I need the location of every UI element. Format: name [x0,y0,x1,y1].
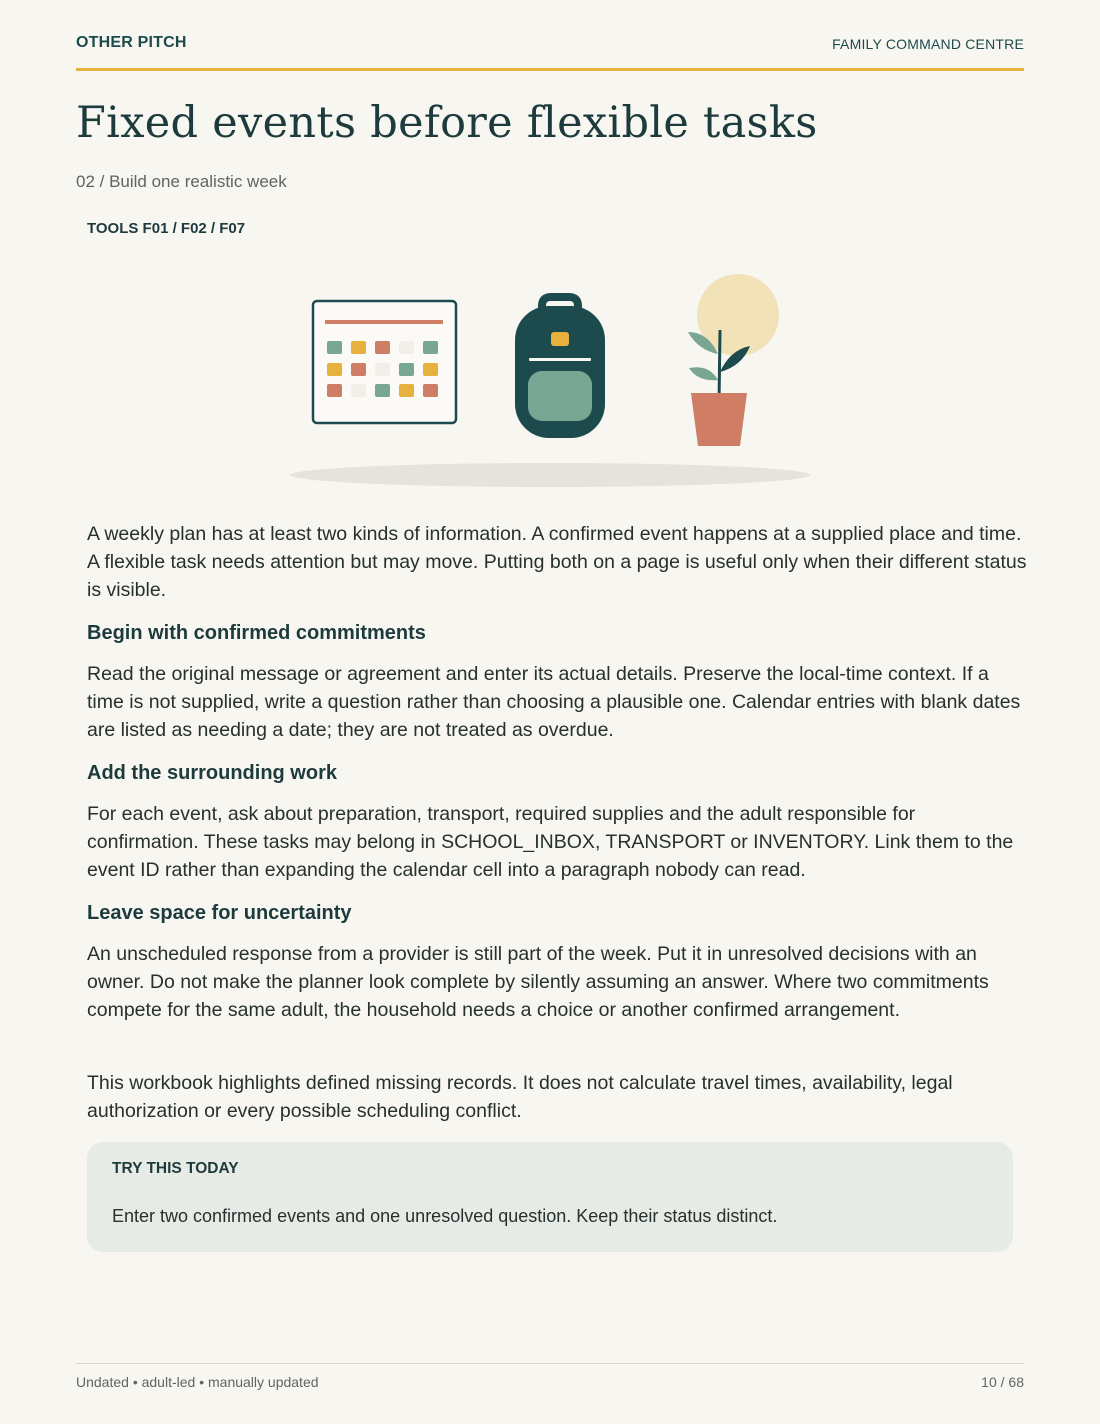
backpack-icon [515,297,605,438]
callout-title: TRY THIS TODAY [112,1160,239,1177]
calendar-icon [313,301,456,423]
plant-icon [688,274,779,446]
page-title: Fixed events before flexible tasks [76,98,818,148]
section-heading-surrounding-work: Add the surrounding work [87,762,337,784]
footer-meta: Undated • adult-led • manually updated [76,1374,319,1390]
illustration [280,268,820,496]
page-header [76,34,1024,56]
closing-paragraph: This workbook highlights defined missing records. It does not calculate travel times, availability, legal authorization or every possible scheduling conflict. [87,1072,953,1122]
page-number: 10 / 68 [981,1374,1024,1390]
ground-shadow [290,463,810,487]
section-label: OTHER PITCH [76,34,187,51]
section-body-confirmed: Read the original message or agreement and enter its actual details. Preserve the local-time context. If a time is not supplied, write a question rather than choosing a plausible one. Calendar entries with blank dates are listed as needing a date; they are not treated as overdue. [87,663,1021,741]
section-heading-confirmed: Begin with confirmed commitments [87,622,426,644]
page-subtitle: 02 / Build one realistic week [76,172,287,191]
tools-reference: TOOLS F01 / F02 / F07 [87,220,246,237]
try-this-today-callout [87,1142,1013,1252]
document-title: FAMILY COMMAND CENTRE [832,36,1024,52]
footer-divider [76,1363,1024,1364]
intro-paragraph: A weekly plan has at least two kinds of information. A confirmed event happens at a supplied place and time. A flexible task needs attention but may move. Putting both on a page is useful only when their different status is visible. [87,523,1027,601]
section-heading-uncertainty: Leave space for uncertainty [87,902,352,924]
section-body-surrounding-work: For each event, ask about preparation, transport, required supplies and the adult responsible for confirmation. These tasks may belong in SCHOOL_INBOX, TRANSPORT or INVENTORY. Link them to the event ID rather than expanding the calendar cell into a paragraph nobody can read. [87,803,1014,881]
callout-text: Enter two confirmed events and one unresolved question. Keep their status distinct. [112,1206,778,1226]
section-body-uncertainty: An unscheduled response from a provider is still part of the week. Put it in unresolved decisions with an owner. Do not make the planner look complete by silently assuming an answer. Where two commitments compete for the same adult, the household needs a choice or another confirmed arrangement. [87,943,989,1021]
header-divider [76,68,1024,71]
